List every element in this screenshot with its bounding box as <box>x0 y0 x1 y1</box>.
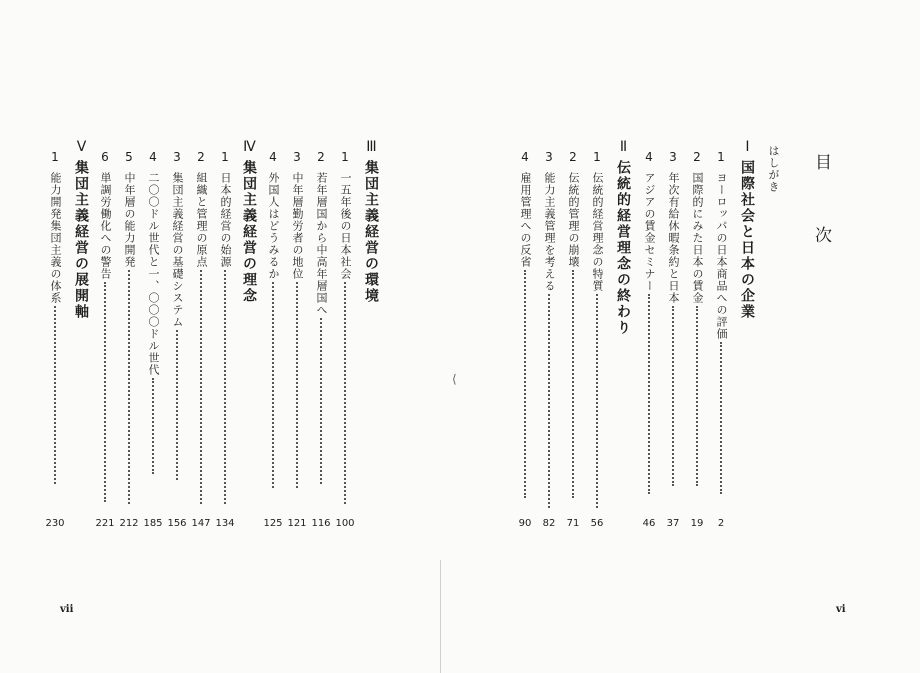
page-number: 116 <box>311 518 331 529</box>
toc-entry[interactable] <box>588 150 606 508</box>
page-number: 212 <box>119 518 139 529</box>
dot-leader <box>672 306 674 486</box>
part1-numeral: I <box>745 139 749 155</box>
toc-entry[interactable] <box>540 150 558 508</box>
page-number: 100 <box>335 518 355 529</box>
toc-entry[interactable] <box>168 150 186 480</box>
dot-leader <box>176 330 178 480</box>
dot-leader <box>548 294 550 508</box>
entry-title: 二〇〇ドル世代と一、〇〇〇ドル世代 <box>147 172 160 376</box>
part5-heading <box>72 140 90 320</box>
entry-title: 若年層国から中高年層国へ <box>315 172 328 316</box>
entry-title: 集団主義経営の基礎システム <box>171 172 184 328</box>
entry-number: 3 <box>293 150 301 164</box>
toc-title-col <box>812 145 830 261</box>
dot-leader <box>272 282 274 488</box>
entry-title: アジアの賃金セミナー <box>643 172 656 292</box>
part5-numeral: V <box>76 139 86 155</box>
toc-entry[interactable] <box>264 150 282 488</box>
entry-number: 1 <box>51 150 59 164</box>
dot-leader <box>596 294 598 508</box>
toc-entry[interactable] <box>712 150 730 494</box>
folio-left: vii <box>60 604 74 615</box>
entry-title: 国際的にみた日本の賃金 <box>691 172 704 304</box>
page-number: 19 <box>690 518 704 529</box>
entry-title: 一五年後の日本社会 <box>339 172 352 280</box>
part5-title[interactable]: 集団主義経営の展開軸 <box>73 160 89 320</box>
folio-right: vi <box>836 604 846 615</box>
preface-entry[interactable]: はしがき <box>767 145 780 193</box>
entry-title: 中年層勤労者の地位 <box>291 172 304 280</box>
entry-title: 年次有給休暇条約と日本 <box>667 172 680 304</box>
part2-title[interactable]: 伝統的経営理念の終わり <box>615 160 631 336</box>
part3-heading <box>362 140 380 304</box>
entry-number: 1 <box>341 150 349 164</box>
toc-entry[interactable] <box>564 150 582 498</box>
dot-leader <box>572 270 574 498</box>
right-page <box>460 0 920 673</box>
page-number: 156 <box>167 518 187 529</box>
margin-mark: ⟨ <box>452 372 457 386</box>
entry-title: ヨーロッパの日本商品への評価 <box>715 172 728 340</box>
dot-leader <box>344 282 346 504</box>
part3-numeral: III <box>366 139 376 155</box>
part1-heading <box>738 140 756 320</box>
toc-title: 目 次 <box>811 153 831 261</box>
dot-leader <box>224 270 226 504</box>
entry-number: 2 <box>693 150 701 164</box>
dot-leader <box>200 270 202 504</box>
entry-number: 3 <box>669 150 677 164</box>
toc-entry[interactable] <box>216 150 234 504</box>
entry-number: 1 <box>593 150 601 164</box>
toc-entry[interactable] <box>688 150 706 486</box>
entry-title: 伝統的経営理念の特質 <box>591 172 604 292</box>
entry-number: 6 <box>101 150 109 164</box>
toc-entry[interactable] <box>516 150 534 498</box>
toc-entry[interactable] <box>664 150 682 486</box>
page-number: 134 <box>215 518 235 529</box>
toc-entry[interactable] <box>96 150 114 502</box>
dot-leader <box>54 306 56 484</box>
entry-title: 日本的経営の始源 <box>219 172 232 268</box>
entry-number: 4 <box>149 150 157 164</box>
dot-leader <box>696 306 698 486</box>
page-number: 185 <box>143 518 163 529</box>
part4-numeral: IV <box>243 139 255 155</box>
entry-number: 1 <box>717 150 725 164</box>
entry-number: 4 <box>521 150 529 164</box>
entry-title: 単調労働化への警告 <box>99 172 112 280</box>
entry-title: 組織と管理の原点 <box>195 172 208 268</box>
toc-entry[interactable] <box>312 150 330 484</box>
entry-number: 4 <box>269 150 277 164</box>
toc-entry[interactable] <box>46 150 64 484</box>
page-number: 56 <box>590 518 604 529</box>
toc-entry[interactable] <box>640 150 658 494</box>
page-number: 121 <box>287 518 307 529</box>
part4-heading <box>240 140 258 304</box>
part2-numeral: II <box>619 139 627 155</box>
entry-number: 2 <box>317 150 325 164</box>
page-number: 230 <box>45 518 65 529</box>
toc-entry[interactable] <box>288 150 306 488</box>
part2-heading <box>614 140 632 336</box>
entry-number: 1 <box>221 150 229 164</box>
preface-col <box>764 137 782 193</box>
page-number: 71 <box>566 518 580 529</box>
page-number: 37 <box>666 518 680 529</box>
page-number: 125 <box>263 518 283 529</box>
toc-entry[interactable] <box>336 150 354 504</box>
part4-title[interactable]: 集団主義経営の理念 <box>241 160 257 304</box>
page-number: 82 <box>542 518 556 529</box>
part1-title[interactable]: 国際社会と日本の企業 <box>739 160 755 320</box>
entry-title: 伝統的管理の崩壊 <box>567 172 580 268</box>
dot-leader <box>104 282 106 502</box>
page-number: 2 <box>717 518 725 529</box>
page-number: 46 <box>642 518 656 529</box>
page-number: 221 <box>95 518 115 529</box>
entry-number: 2 <box>197 150 205 164</box>
entry-title: 能力主義管理を考える <box>543 172 556 292</box>
dot-leader <box>296 282 298 488</box>
dot-leader <box>128 270 130 504</box>
entry-number: 4 <box>645 150 653 164</box>
dot-leader <box>524 270 526 498</box>
dot-leader <box>648 294 650 494</box>
entry-title: 中年層の能力開発 <box>123 172 136 268</box>
part3-title[interactable]: 集団主義経営の環境 <box>363 160 379 304</box>
entry-number: 2 <box>569 150 577 164</box>
dot-leader <box>320 318 322 484</box>
entry-title: 雇用管理への反省 <box>519 172 532 268</box>
page-number: 147 <box>191 518 211 529</box>
entry-number: 3 <box>545 150 553 164</box>
toc-entry[interactable] <box>192 150 210 504</box>
toc-entry[interactable] <box>120 150 138 504</box>
dot-leader <box>720 342 722 494</box>
entry-number: 3 <box>173 150 181 164</box>
page-number: 90 <box>518 518 532 529</box>
dot-leader <box>152 378 154 474</box>
entry-number: 5 <box>125 150 133 164</box>
entry-title: 能力開発集団主義の体系 <box>49 172 62 304</box>
entry-title: 外国人はどうみるか <box>267 172 280 280</box>
toc-entry[interactable] <box>144 150 162 474</box>
